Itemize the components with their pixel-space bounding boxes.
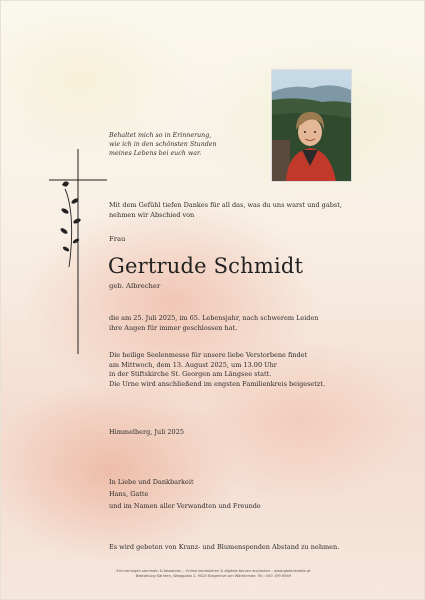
deceased-name: Gertrude Schmidt <box>108 254 304 278</box>
death-notice <box>109 314 319 333</box>
motto-quote <box>109 131 269 158</box>
footer-line: Bestattung Kärnten, Waagplatz 2, 9020 Klagenfurt am Wörthersee, Tel.: 050 199 6949 <box>135 574 292 578</box>
mourners-line: und im Namen aller Verwandten und Freunde <box>109 502 261 510</box>
mass-line: in der Stiftskirche St. Georgen am Längsee statt. <box>109 370 272 378</box>
mourners <box>109 476 261 512</box>
motto-line: wie ich in den schönsten Stunden <box>109 141 217 148</box>
mourners-line: Hans, Gatte <box>109 490 149 498</box>
donation-request: Es wird gebeten von Kranz- und Blumenspenden Abstand zu nehmen. <box>109 543 340 551</box>
motto-line: Behaltet mich so in Erinnerung, <box>109 132 212 139</box>
footer-line: Erinnerungen sammeln & bewahren – Online kondolieren & digitale Kerzen anzünden – www.gedenkseite.at <box>116 569 311 573</box>
birth-name: geb. Albrecher <box>109 282 161 290</box>
intro-line: Mit dem Gefühl tiefen Dankes für all das, was du uns warst und gabst, <box>109 201 342 209</box>
intro-text <box>109 201 379 220</box>
mass-line: Die Urne wird anschließend im engsten Familienkreis beigesetzt. <box>109 379 325 388</box>
death-line: die am 25. Juli 2025, im 65. Lebensjahr, nach schwerem Leiden <box>109 314 319 322</box>
motto-line: meines Lebens bei euch war. <box>109 150 202 157</box>
cross-with-rose-icon <box>47 149 109 354</box>
mass-line: am Mittwoch, dem 13. August 2025, um 13.00 Uhr <box>109 360 277 369</box>
footer <box>1 569 425 579</box>
intro-line: nehmen wir Abschied von <box>109 210 195 219</box>
mass-line: Die heilige Seelenmesse für unsere liebe Verstorbene findet <box>109 351 308 359</box>
portrait-photo <box>271 69 352 182</box>
salutation: Frau <box>109 235 126 243</box>
mourners-line: In Liebe und Dankbarkeit <box>109 478 194 486</box>
mass-details <box>109 351 325 389</box>
death-line: ihre Augen für immer geschlossen hat. <box>109 323 238 332</box>
place-date: Himmelberg, Juli 2025 <box>109 428 184 436</box>
